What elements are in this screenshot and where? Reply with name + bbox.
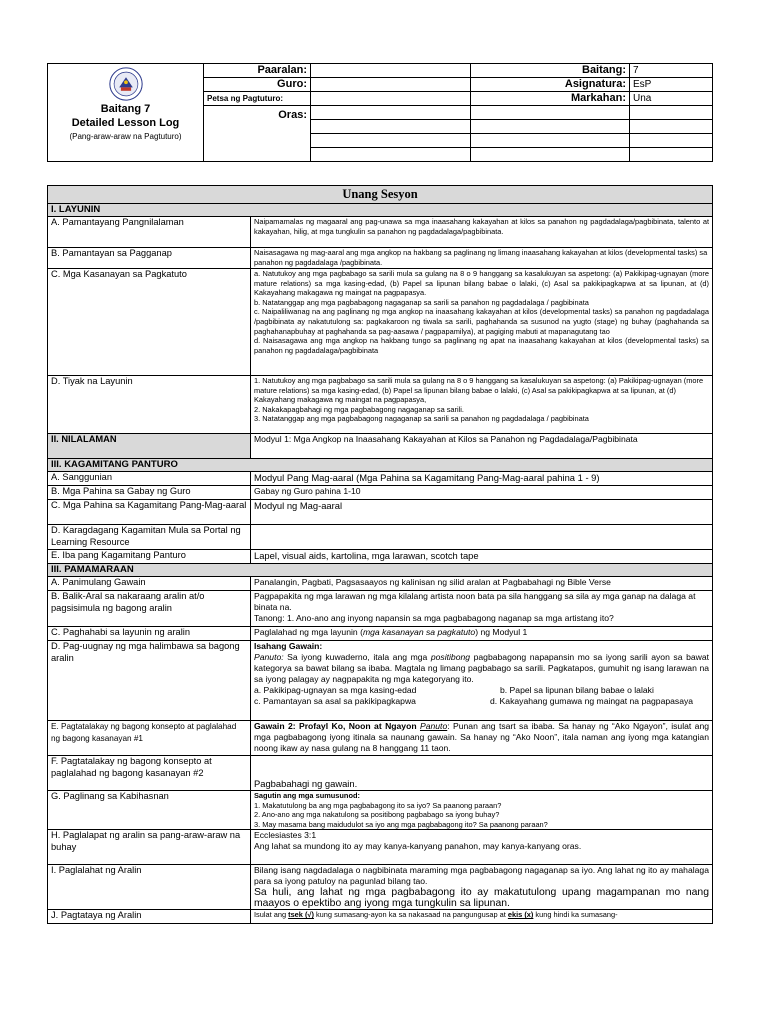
pag-uugnay-title: Isahang Gawain:: [254, 641, 323, 651]
section-layunin: I. LAYUNIN: [48, 204, 713, 217]
label-guro: Guro:: [204, 78, 311, 92]
pagtataya-mid: kung sumasang-ayon ka sa nakasaad na pangungusap at: [313, 910, 508, 920]
value-oras-2[interactable]: [311, 120, 471, 134]
list-item: c. Pamantayan sa asal sa pakikipagkapwa: [254, 696, 416, 706]
portal-text: [251, 525, 713, 550]
paglinang-title: Sagutin ang mga sumusunod:: [254, 791, 360, 800]
ekis-label: ekis (x): [507, 910, 534, 920]
value-guro[interactable]: [311, 78, 471, 92]
value-baitang[interactable]: 7: [630, 64, 713, 78]
label-petsa: Petsa ng Pagtuturo:: [204, 92, 311, 106]
blank-cell: [630, 106, 713, 120]
section-nilalaman: II. NILALAMAN: [48, 434, 251, 459]
label-iba-pang-kagamitan: E. Iba pang Kagamitang Panturo: [48, 550, 251, 564]
label-panimulang-gawain: A. Panimulang Gawain: [48, 577, 251, 591]
pagtatalakay-1-cell: [251, 721, 713, 756]
blank-cell: [471, 106, 630, 120]
label-balik-aral: B. Balik-Aral sa nakaraang aralin at/o pagsisimula ng bagong aralin: [48, 591, 251, 627]
value-oras-4[interactable]: [311, 148, 471, 162]
section-kagamitan: III. KAGAMITANG PANTURO: [48, 459, 713, 472]
value-petsa[interactable]: [311, 92, 471, 106]
balik-aral-cell: [251, 591, 713, 627]
label-sanggunian: A. Sanggunian: [48, 472, 251, 486]
label-asignatura: Asignatura:: [471, 78, 630, 92]
value-oras-3[interactable]: [311, 134, 471, 148]
sanggunian-text: Modyul Pang Mag-aaral (Mga Pahina sa Kagamitang Pang-Mag-aaral pahina 1 - 9): [251, 472, 713, 486]
tiyak-list: [251, 376, 713, 434]
value-asignatura[interactable]: EsP: [630, 78, 713, 92]
list-item: c. Naipaliliwanag na ang paglinang ng mga angkop na inaasahang kakayahan at kilos (developmental tasks) sa panahon ng pagdadalaga /pagbibinata ay nakatutulong sa: pagkakaroon ng tiwala sa sarili, paghahanda sa susunod na yugto (stage) ng buhay (paghahanda sa paghahanapbuhay at paghahanda sa pag-aasawa / pagpapamilya), at pagiging mabuti at mapanagutang tao: [254, 307, 709, 336]
label-pagtatalakay-1: E. Pagtatalakay ng bagong konsepto at paglalahad ng bagong kasanayan #1: [48, 721, 251, 756]
paghahabi-cell: [251, 627, 713, 641]
value-oras-1[interactable]: [311, 106, 471, 120]
pag-items-row: [254, 696, 709, 707]
gawain-2-text: : Punan ang tsart sa ibaba. Sa hanay ng “Ako Ngayon”, isulat ang mga pagbabagong iyong itinala sa naunang gawain. Sa hanay ng “Ako Noon”, itala naman ang iyong mga katangian noong ikaw ay nasa gulang na 8 hanggang 11 taon.: [254, 721, 710, 753]
panimulang-text: Panalangin, Pagbati, Pagsasaayos ng kalinisan ng silid aralan at Pagbabahagi ng Bible Verse: [251, 577, 713, 591]
blank-cell: [630, 148, 713, 162]
title-log: Detailed Lesson Log: [71, 117, 180, 129]
list-item: d. Kakayahang gumawa ng maingat na pagpapasaya: [490, 696, 694, 706]
nilalaman-text: Modyul 1: Mga Angkop na Inaasahang Kakayahan at Kilos sa Panahon ng Pagdadalaga/Pagbibinata: [251, 434, 713, 459]
paghahabi-italic: mga kasanayan sa pagkatuto: [362, 627, 476, 637]
label-pagtataya: J. Pagtataya ng Aralin: [48, 910, 251, 924]
blank-cell: [630, 120, 713, 134]
blank-cell: [630, 134, 713, 148]
paglalapat-text: Ang lahat sa mundong ito ay may kanya-kanyang panahon, may kanya-kanyang oras.: [254, 841, 582, 852]
pag-text-1: Sa iyong kuwaderno, itala ang mga: [283, 652, 431, 662]
text-pamantayan-pagganap: Naisasagawa ng mag-aaral ang mga angkop na hakbang sa paglinang ng limang inaasahang kakayahan at kilos (developmental tasks) sa panahon ng pagdadalaga /pagbibinata.: [251, 248, 713, 269]
label-markahan: Markahan:: [471, 92, 630, 106]
label-tiyak-na-layunin: D. Tiyak na Layunin: [48, 376, 251, 434]
text-pamantayang-pangnilalaman: Naipamamalas ng magaaral ang pag-unawa sa mga inaasahang kakayahan at kilos sa panahon ng pagdadalaga/pagbibinata, talento at kakayahan, hilig, at mga tungkulin sa panahon ng pagdadalaga/pagbibinata.: [251, 217, 713, 248]
label-portal: D. Karagdagang Kagamitan Mula sa Portal ng Learning Resource: [48, 525, 251, 550]
label-gabay: B. Mga Pahina sa Gabay ng Guro: [48, 486, 251, 500]
tsek-label: tsek (√): [288, 910, 314, 920]
pagtataya-cell: [251, 910, 713, 924]
list-item: a. Natutukoy ang mga pagbabago sa sarili mula sa gulang na 8 o 9 hanggang sa kasalukuyan sa aspetong: (a) Pakikipag-ugnayan (more mature relations) sa mga kasing-edad, (b) Papel sa lipunan bilang babae o lalaki, (c) Asal sa pakikipagkapwa at sa lipunan, at (d) Kakayahang makagawa ng maingat na pagpapasya.: [254, 269, 709, 298]
list-item: 2. Ano-ano ang mga nakatulong sa positibong pagbabago sa iyong buhay?: [254, 810, 500, 820]
label-pagtatalakay-2: F. Pagtatalakay ng bagong konsepto at paglalahad ng bagong kasanayan #2: [48, 756, 251, 791]
pag-text-italic: positibong: [430, 652, 471, 662]
panuto-label: Panuto:: [254, 652, 284, 662]
label-oras: Oras:: [204, 106, 311, 162]
balik-aral-tanong: Tanong: 1. Ano-ano ang inyong napansin sa mga pagbabagong naganap sa mga artistang ito?: [254, 613, 614, 623]
list-item: 3. Natatanggap ang mga pagbabagong nagaganap sa sarili sa panahon ng pagdadalaga / pagbibinata: [254, 414, 589, 424]
pag-uugnay-cell: [251, 641, 713, 721]
list-item: b. Papel sa lipunan bilang babae o lalaki: [500, 685, 654, 695]
label-kasanayan: C. Mga Kasanayan sa Pagkatuto: [48, 269, 251, 376]
list-item: b. Natatanggap ang mga pagbabagong nagaganap sa sarili sa panahon ng pagdadalaga / pagbibinata: [254, 297, 589, 307]
list-item: 1. Makatutulong ba ang mga pagbabagong ito sa iyo? Sa paanong paraan?: [254, 800, 502, 810]
deped-seal-icon: [109, 67, 143, 101]
gawain-2-title: Gawain 2: Profayl Ko, Noon at Ngayon: [254, 721, 417, 731]
label-paglinang: G. Paglinang sa Kabihasnan: [48, 791, 251, 830]
blank-cell: [471, 148, 630, 162]
label-pag-uugnay: D. Pag-uugnay ng mga halimbawa sa bagong aralin: [48, 641, 251, 721]
paglalahat-text-2: Sa huli, ang lahat ng mga pagbabagong ito ay makatutulong upang magampanan mo nang maayos o epektibo ang iyong mga tungkulin sa lipunan.: [254, 887, 709, 910]
blank-cell: [471, 134, 630, 148]
gabay-text: Gabay ng Guro pahina 1-10: [251, 486, 713, 500]
paghahabi-post: ) ng Modyul 1: [475, 627, 528, 637]
title-sub: (Pang-araw-araw na Pagtuturo): [69, 132, 182, 141]
pagtataya-pre: Isulat ang: [254, 910, 289, 920]
paglalahat-text-1: Bilang isang nagdadalaga o nagbibinata maraming mga pagbabagong nagaganap sa iyo. Ang lahat ng ito ay mahalaga para sa iyong patuloy na pagunlad bilang tao.: [254, 865, 709, 887]
section-pamamaraan: III. PAMAMARAAN: [48, 564, 713, 577]
paghahabi-pre: Paglalahad ng mga layunin (: [254, 627, 363, 637]
label-paghahabi: C. Paghahabi sa layunin ng aralin: [48, 627, 251, 641]
paglinang-cell: [251, 791, 713, 830]
pagtatalakay-2-text: Pagbabahagi ng gawain.: [251, 756, 713, 791]
session-title: Unang Sesyon: [48, 186, 713, 204]
label-baitang: Baitang:: [471, 64, 630, 78]
paglalapat-ref: Ecclesiastes 3:1: [254, 830, 317, 841]
pagtataya-post: kung hindi ka sumasang-: [533, 910, 618, 920]
kasanayan-list: [251, 269, 713, 376]
list-item: 2. Nakakapagbahagi ng mga pagbabagong nagaganap sa sarili.: [254, 404, 464, 414]
lesson-table: [47, 185, 713, 924]
value-paaralan[interactable]: [311, 64, 471, 78]
list-item: 3. May masama bang maidudulot sa iyo ang mga pagbabagong ito? Sa paanong paraan?: [254, 819, 548, 829]
pag-text-2: pagbabagong napapansin mo sa iyong sarili ayon sa bawat kategorya sa bawat bilang sa ibaba. Magtala ng limang pagbabago sa sarili. Pagkatapos, gumuhit ng isang larawan na sa iyong palagay ay nagpapakita ng mga kategoryang ito.: [254, 652, 709, 684]
list-item: a. Pakikipag-ugnayan sa mga kasing-edad: [254, 685, 417, 695]
panuto-label: Panuto: [419, 721, 448, 731]
pag-uugnay-text: [254, 652, 709, 685]
blank-cell: [471, 120, 630, 134]
label-kagamitang-pang-mag-aaral: C. Mga Pahina sa Kagamitang Pang-Mag-aaral: [48, 500, 251, 525]
list-item: d. Naisasagawa ang mga angkop na hakbang tungo sa paglinang ng apat na inaasahang kakayahan at kilos (developmental tasks) sa panahon ng pagdadalaga/pagbibinata: [254, 336, 709, 355]
value-markahan[interactable]: Una: [630, 92, 713, 106]
label-pamantayang-pangnilalaman: A. Pamantayang Pangnilalaman: [48, 217, 251, 248]
label-pamantayan-pagganap: B. Pamantayan sa Pagganap: [48, 248, 251, 269]
label-paaralan: Paaralan:: [204, 64, 311, 78]
paglalapat-cell: [251, 830, 713, 865]
kagamitang-text: Modyul ng Mag-aaral: [251, 500, 713, 525]
pag-items-row: [254, 685, 709, 696]
list-item: 1. Natutukoy ang mga pagbabago sa sarili mula sa gulang na 8 o 9 hanggang sa kasalukuyan sa aspetong: (a) Pakikipag-ugnayan (more mature relations) sa mga kasing-edad, (b) Papel sa lipunan bilang babae o lalaki, (c) Asal sa pakikipagkapwa at sa lipunan, at (d) Kakayahang makagawa ng maingat na pagpapasya,: [254, 376, 704, 405]
header-title-cell: [48, 64, 204, 162]
title-grade: Baitang 7: [100, 103, 151, 115]
label-paglalahat: I. Paglalahat ng Aralin: [48, 865, 251, 910]
label-paglalapat: H. Paglalapat ng aralin sa pang-araw-araw na buhay: [48, 830, 251, 865]
iba-text: Lapel, visual aids, kartolina, mga larawan, scotch tape: [251, 550, 713, 564]
paglalahat-cell: [251, 865, 713, 910]
balik-aral-text: Pagpapakita ng mga larawan ng mga kilalang artista noon bata pa sila hanggang sa sila ay mga ganap na dalaga at binata na.: [254, 591, 696, 612]
header-table: [47, 63, 713, 162]
